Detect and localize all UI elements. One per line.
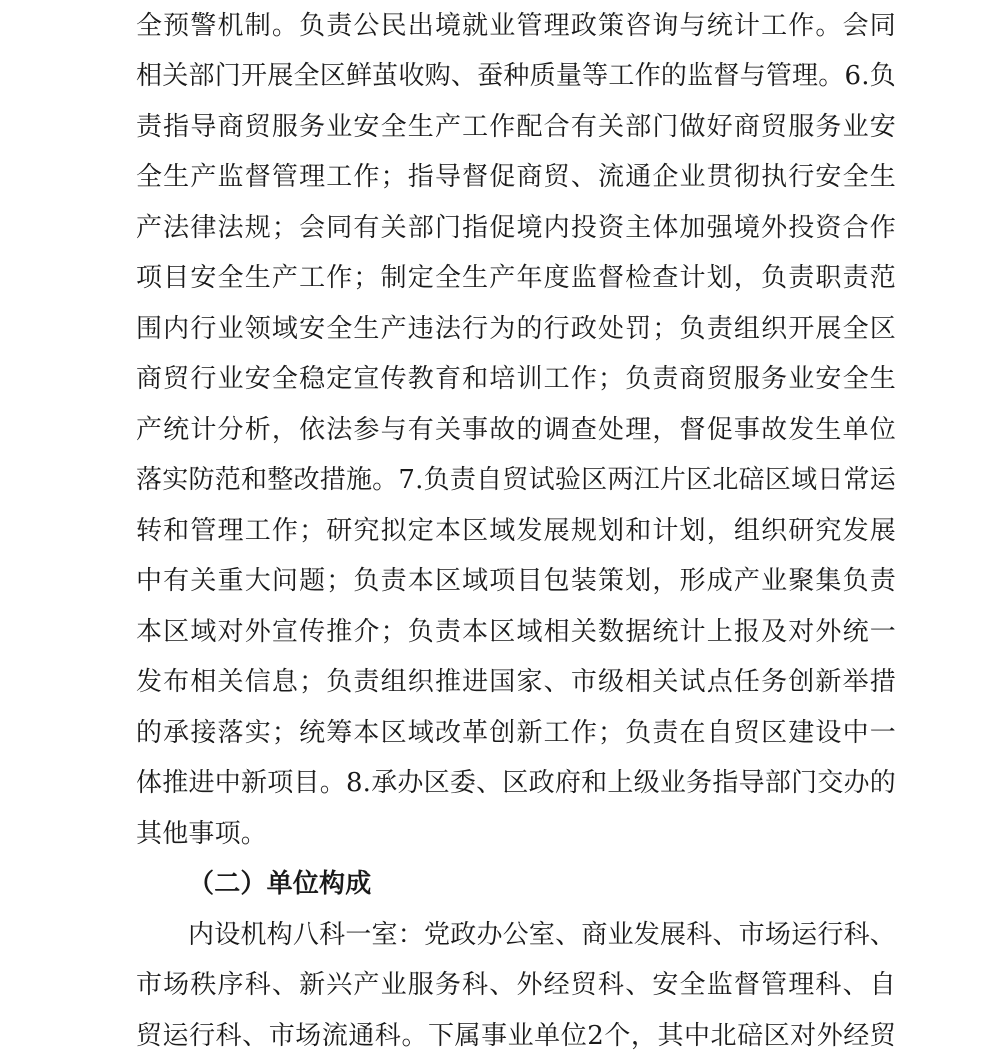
body-line-9: 产统计分析，依法参与有关事故的调查处理，督促事故发生单位 (136, 415, 896, 445)
body-line-5: 产法律法规；会同有关部门指促境内投资主体加强境外投资合作 (136, 213, 896, 243)
section-heading: （二）单位构成 (188, 869, 372, 899)
body-line-4: 全生产监督管理工作；指导督促商贸、流通企业贯彻执行安全生 (136, 162, 896, 192)
section-line-2: 市场秩序科、新兴产业服务科、外经贸科、安全监督管理科、自 (136, 970, 896, 1000)
body-line-16: 体推进中新项目。8.承办区委、区政府和上级业务指导部门交办的 (136, 768, 896, 798)
body-line-11: 转和管理工作；研究拟定本区域发展规划和计划，组织研究发展 (136, 516, 896, 546)
body-line-12: 中有关重大问题；负责本区域项目包装策划，形成产业聚集负责 (136, 566, 896, 596)
body-line-15: 的承接落实；统筹本区域改革创新工作；负责在自贸区建设中一 (136, 718, 896, 748)
body-line-13: 本区域对外宣传推介；负责本区域相关数据统计上报及对外统一 (136, 617, 896, 647)
body-line-14: 发布相关信息；负责组织推进国家、市级相关试点任务创新举措 (136, 667, 896, 697)
body-line-3: 责指导商贸服务业安全生产工作配合有关部门做好商贸服务业安 (136, 112, 896, 142)
section-line-3: 贸运行科、市场流通科。下属事业单位2个，其中北碚区对外经贸 (136, 1021, 896, 1051)
body-line-2: 相关部门开展全区鲜茧收购、蚕种质量等工作的监督与管理。6.负 (136, 61, 896, 91)
body-line-17: 其他事项。 (136, 819, 268, 849)
body-line-10: 落实防范和整改措施。7.负责自贸试验区两江片区北碚区域日常运 (136, 465, 896, 495)
body-line-1: 全预警机制。负责公民出境就业管理政策咨询与统计工作。会同 (136, 11, 896, 41)
body-line-7: 围内行业领域安全生产违法行为的行政处罚；负责组织开展全区 (136, 314, 896, 344)
section-line-1: 内设机构八科一室：党政办公室、商业发展科、市场运行科、 (188, 920, 896, 950)
body-line-8: 商贸行业安全稳定宣传教育和培训工作；负责商贸服务业安全生 (136, 364, 896, 394)
body-line-6: 项目安全生产工作；制定全生产年度监督检查计划，负责职责范 (136, 263, 896, 293)
